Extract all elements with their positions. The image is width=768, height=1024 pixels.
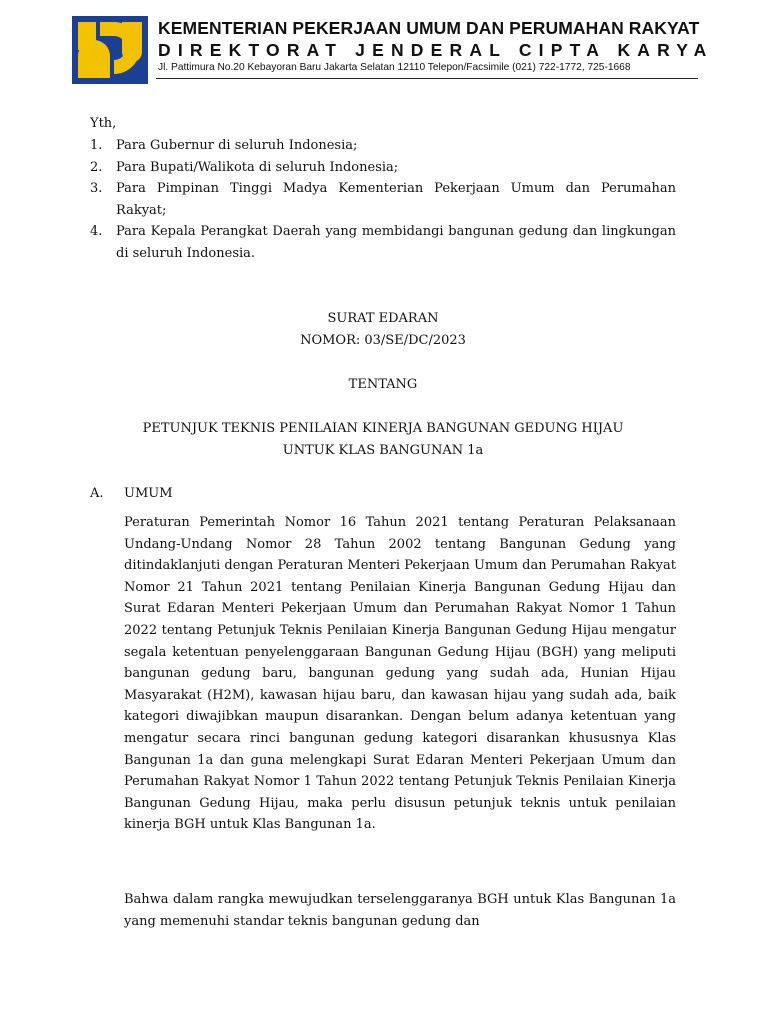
ministry-logo	[72, 16, 148, 84]
salutation: Yth,	[90, 116, 117, 131]
list-text: Para Kepala Perangkat Daerah yang membidangi bangunan gedung dan lingkungan di seluruh Indonesia.	[116, 224, 676, 261]
body-paragraph: Peraturan Pemerintah Nomor 16 Tahun 2021 tentang Peraturan Pelaksanaan Undang-Undang Nomor 28 Tahun 2002 tentang Bangunan Gedung yang ditindaklanjuti dengan Peraturan Menteri Pekerjaan Umum dan Perumahan Rakyat Nomor 21 Tahun 2021 tentang Penilaian Kinerja Bangunan Gedung Hijau dan Surat Edaran Menteri Pekerjaan Umum dan Perumahan Rakyat Nomor 1 Tahun 2022 tentang Petunjuk Teknis Penilaian Kinerja Bangunan Gedung Hijau mengatur segala ketentuan penyelenggaraan Bangunan Gedung Hijau (BGH) yang meliputi bangunan gedung baru, bangunan gedung yang sudah ada, Hunian Hijau Masyarakat (H2M), kawasan hijau baru, dan kawasan hijau yang sudah ada, baik kategori diwajibkan maupun disarankan. Dengan belum adanya ketentuan yang mengatur secara rinci bangunan gedung kategori disarankan khususnya Klas Bangunan 1a dan guna melengkapi Surat Edaran Menteri Pekerjaan Umum dan Perumahan Rakyat Nomor 1 Tahun 2022 tentang Petunjuk Teknis Penilaian Kinerja Bangunan Gedung Hijau, maka perlu disusun petunjuk teknis untuk penilaian kinerja BGH untuk Klas Bangunan 1a.	[124, 515, 676, 833]
body-paragraph: Bahwa dalam rangka mewujudkan terselenggaranya BGH untuk Klas Bangunan 1a yang memenuhi standar teknis bangunan gedung dan	[124, 892, 676, 929]
list-number: 4.	[90, 224, 103, 240]
list-number: 2.	[90, 159, 103, 175]
letterhead-directorate: DIREKTORAT JENDERAL CIPTA KARYA	[158, 40, 714, 60]
list-item	[90, 157, 676, 179]
list-item	[90, 178, 676, 221]
section-heading	[90, 483, 173, 505]
recipient-list	[90, 135, 676, 265]
list-number: 3.	[90, 181, 103, 197]
section-title: UMUM	[124, 486, 173, 501]
document-title-block	[90, 308, 676, 351]
document-subject	[90, 418, 676, 461]
list-item	[90, 135, 676, 157]
list-item	[90, 221, 676, 264]
list-text: Para Bupati/Walikota di seluruh Indonesia;	[116, 159, 399, 175]
letterhead-address: Jl. Pattimura No.20 Kebayoran Baru Jakarta Selatan 12110 Telepon/Facsimile (021) 722-1772, 725-1668	[158, 62, 631, 73]
about-label: TENTANG	[348, 377, 418, 392]
list-text: Para Pimpinan Tinggi Madya Kementerian Pekerjaan Umum dan Perumahan Rakyat;	[116, 181, 676, 218]
list-text: Para Gubernur di seluruh Indonesia;	[116, 138, 358, 153]
document-number: NOMOR: 03/SE/DC/2023	[300, 332, 466, 348]
section-letter: A.	[90, 486, 104, 501]
document-type: SURAT EDARAN	[327, 311, 439, 326]
letterhead-organization: KEMENTERIAN PEKERJAAN UMUM DAN PERUMAHAN RAKYAT	[158, 18, 700, 38]
subject-line-1: PETUNJUK TEKNIS PENILAIAN KINERJA BANGUNAN GEDUNG HIJAU	[142, 421, 624, 436]
list-number: 1.	[90, 138, 103, 153]
letterhead-divider	[156, 78, 698, 79]
subject-line-2: UNTUK KLAS BANGUNAN 1a	[282, 442, 484, 458]
